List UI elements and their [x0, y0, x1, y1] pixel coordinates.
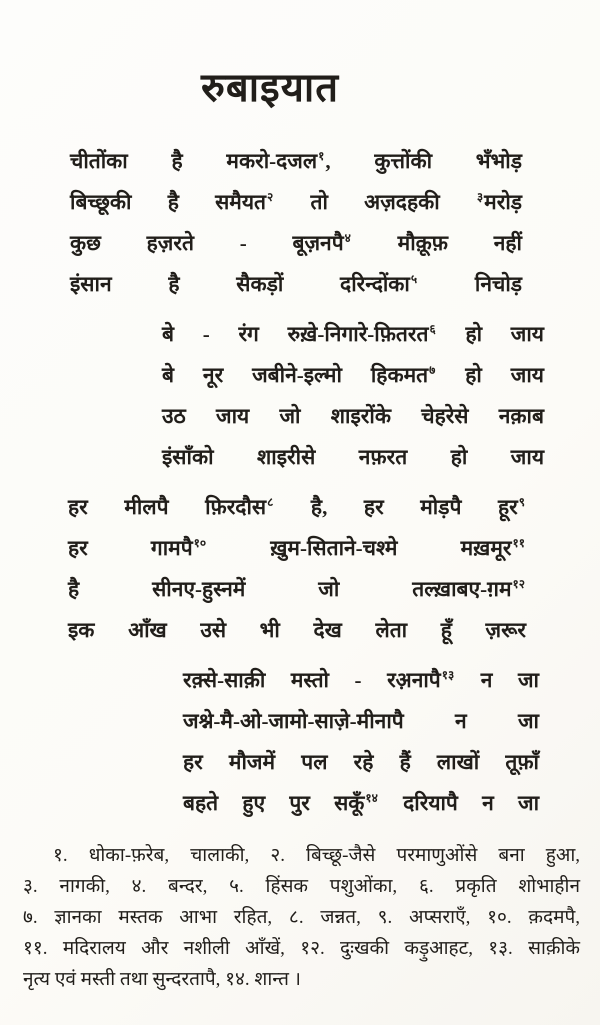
poem-line: हर मीलपै फ़िरदौस$^८$ है, हर मोड़पै हूर$^९$ — [68, 495, 525, 519]
footnote-ref: ६ — [429, 322, 436, 336]
footnote-ref: ९ — [518, 495, 525, 509]
footnote-line: १. धोका-फ़रेब, चालाकी, २. बिच्छू-जैसे परमाणुओंसे बना हुआ, — [53, 845, 580, 866]
poem-line: है सीनए-हुस्नमें जो तल्ख़ाबए-ग़म$^{१२}$ — [68, 577, 525, 601]
footnote-line: ७. ज्ञानका मस्तक आभा रहित, ८. जन्नत, ९. अप्सराएँ, १०. क़दमपै, — [23, 907, 580, 928]
footnote-ref: ८ — [267, 495, 274, 509]
footnote-ref: १२ — [512, 577, 525, 591]
poem-line: जश्ने-मै-ओ-जामो-साज़े-मीनापै न जा — [183, 709, 539, 733]
poem-line: उठ जाय जो शाइरोंके चेहरेसे नक़ाब — [162, 404, 544, 428]
footnote-line: ११. मदिरालय और नशीली आँखें, १२. दुःखकी कड़ुआहट, १३. साक़ीके — [23, 938, 580, 959]
footnote-ref: ११ — [512, 536, 525, 550]
footnotes — [23, 840, 580, 995]
footnote-ref: १० — [193, 536, 207, 550]
poem-line: बे नूर जबीने-इल्मो हिकमत$^७$ हो जाय — [162, 363, 544, 387]
poem-line: बहते हुए पुर सकूँ$^{१४}$ दरियापै न जा — [183, 791, 540, 815]
stanza — [70, 141, 522, 305]
poem-line: बे - रंग रुख़े-निगारे-फ़ितरत$^६$ हो जाय — [162, 322, 544, 346]
poem-line: कुछ हज़रते - बूज़नपै$^४$ मौक़ूफ़ नहीं — [70, 231, 522, 255]
footnote-ref: २ — [267, 190, 274, 204]
poem-line: इक आँख उसे भी देख लेता हूँ ज़रूर — [68, 618, 526, 642]
footnote-ref: ३ — [476, 190, 484, 204]
stanza — [183, 660, 539, 824]
footnote-ref: १४ — [365, 791, 378, 805]
page-title: रुबाइयात — [200, 65, 340, 110]
footnote-line: ३. नागकी, ४. बन्दर, ५. हिंसक पशुओंका, ६. प्रकृति शोभाहीन — [23, 876, 580, 897]
poem-line: इंसाँको शाइरीसे नफ़रत हो जाय — [162, 445, 544, 469]
poem-line: बिच्छूकी है समैयत$^२$ तो अज़दहकी $^३$मरोड़ — [70, 190, 522, 214]
poem-line: हर गामपै$^{१०}$ ख़ुम-सिताने-चश्मे मख़मूर$^{११}$ — [68, 536, 525, 560]
poem-line: हर मौजमें पल रहे हैं लाखों तूफ़ाँ — [183, 750, 539, 774]
stanza — [68, 487, 526, 651]
footnote-ref: ५ — [410, 272, 418, 286]
poem-line: इंसान है सैकड़ों दरिन्दोंका$^५$ निचोड़ — [70, 272, 522, 296]
footnote-ref: १३ — [441, 668, 455, 682]
footnote-ref: ७ — [429, 363, 436, 377]
footnote-line: नृत्य एवं मस्ती तथा सुन्दरतापै, १४. शान्त । — [23, 969, 301, 990]
footnote-ref: ४ — [344, 231, 351, 245]
poem-line: रक़्से-साक़ी मस्तो - रअ़नापै$^{१३}$ न जा — [183, 668, 539, 692]
footnote-ref: १ — [318, 149, 325, 163]
stanza — [162, 314, 544, 478]
poem-line: चीतोंका है मकरो-दजल$^१$, कुत्तोंकी भँभोड़ — [70, 149, 522, 173]
poem — [0, 141, 600, 824]
